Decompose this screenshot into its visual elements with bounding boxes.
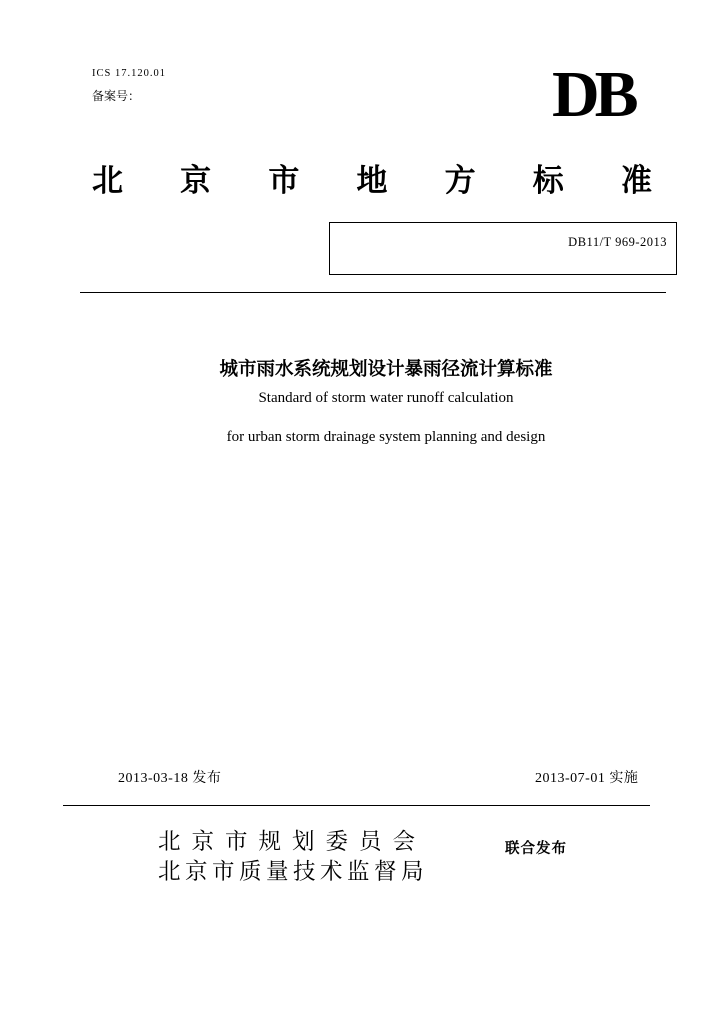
- title-char: 市: [268, 163, 300, 199]
- joint-issue-label: 联合发布: [505, 841, 567, 857]
- title-char: 京: [180, 163, 212, 199]
- issue-date: [118, 767, 221, 787]
- standard-code: DB11/T 969-2013: [568, 235, 667, 249]
- bottom-divider: [63, 805, 650, 806]
- record-number-label: 备案号：: [92, 89, 141, 103]
- db-logo: DB: [552, 58, 634, 131]
- issue-label: 发布: [192, 770, 222, 786]
- issuer-planning-commission: 北京市规划委员会: [158, 829, 427, 855]
- top-divider: [80, 292, 666, 293]
- standard-category-title: [92, 155, 652, 200]
- standard-code-box: [329, 222, 677, 275]
- implementation-date: [535, 767, 638, 787]
- title-char: 方: [444, 163, 476, 199]
- title-char: 北: [92, 163, 123, 199]
- implementation-date-value: 2013-07-01: [535, 771, 606, 786]
- issue-date-value: 2013-03-18: [118, 771, 189, 786]
- document-title-en-line2: for urban storm drainage system planning and design: [226, 429, 546, 445]
- issuer-quality-bureau: 北京市质量技术监督局: [158, 859, 429, 885]
- title-char: 标: [532, 163, 564, 199]
- document-title-cn: 城市雨水系统规划设计暴雨径流计算标准: [219, 359, 553, 380]
- document-title-en-line1: Standard of storm water runoff calculation: [258, 390, 514, 406]
- title-char: 地: [356, 163, 388, 199]
- implementation-label: 实施: [609, 770, 639, 786]
- ics-code: ICS 17.120.01: [92, 68, 166, 79]
- title-char: 准: [620, 163, 652, 199]
